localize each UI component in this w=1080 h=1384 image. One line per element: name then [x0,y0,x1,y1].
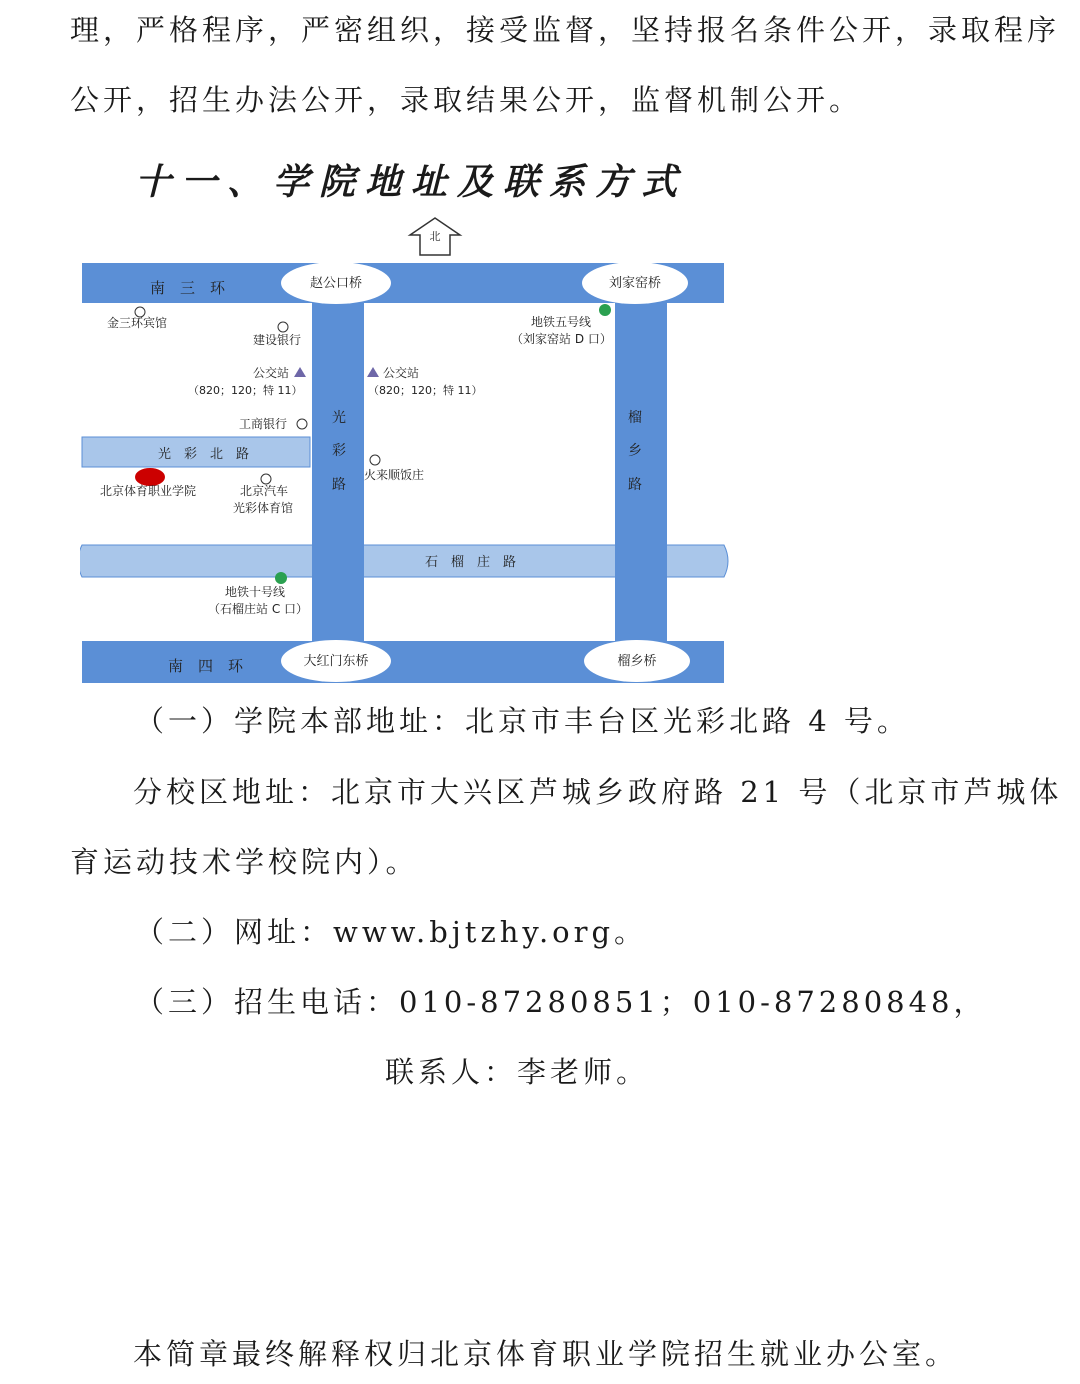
svg-text:乡: 乡 [628,443,642,459]
svg-text:公交站: 公交站 [253,366,290,380]
marker-ccb [278,322,288,332]
label-guangcai-north: 光 彩 北 路 [158,447,250,462]
svg-text:北京汽车: 北京汽车 [240,484,289,498]
north-arrow-icon [410,218,460,255]
road-guangcai [312,285,364,665]
svg-text:北京体育职业学院: 北京体育职业学院 [100,484,197,498]
footer-note: 本简章最终解释权归北京体育职业学院招生就业办公室。 [133,1337,959,1371]
section-heading: 十一、学院地址及联系方式 [135,162,688,203]
svg-text:金三环宾馆: 金三环宾馆 [107,316,168,330]
svg-text:地铁五号线: 地铁五号线 [531,315,592,329]
svg-text:刘家窑桥: 刘家窑桥 [608,276,662,291]
svg-text:赵公口桥: 赵公口桥 [309,276,363,291]
svg-text:（石榴庄站 C 口）: （石榴庄站 C 口） [208,602,309,616]
marker-auto [261,474,271,484]
bus-stop-left-icon [294,367,306,377]
svg-text:彩: 彩 [332,443,346,459]
svg-text:光彩体育馆: 光彩体育馆 [233,501,294,515]
campus-map [80,215,730,690]
marker-huolaishun [370,455,380,465]
north-label: 北 [429,230,441,243]
label-shiliuzhuang: 石 榴 庄 路 [425,555,517,570]
road-liuxiang [615,285,667,665]
phone: （三）招生电话：010-87280851；010-87280848， [135,985,987,1019]
branch-address-2: 育运动技术学校院内）。 [70,845,419,879]
label-south-third-ring: 南 三 环 [150,279,226,297]
website: （二）网址：www.bjtzhy.org。 [135,915,648,949]
intro-line-2: 公开，招生办法公开，录取结果公开，监督机制公开。 [70,83,863,117]
svg-text:榴乡桥: 榴乡桥 [617,654,657,669]
svg-text:（820；120；特 11）: （820；120；特 11） [368,384,483,397]
hq-address: （一）学院本部地址：北京市丰台区光彩北路 4 号。 [135,704,910,738]
svg-text:光: 光 [332,410,346,426]
svg-text:（刘家窑站 D 口）: （刘家窑站 D 口） [511,332,612,346]
metro10-icon [275,572,287,584]
svg-text:路: 路 [332,477,346,493]
label-south-fourth-ring: 南 四 环 [168,657,244,675]
svg-text:公交站: 公交站 [383,366,420,380]
marker-icbc [297,419,307,429]
contact-person: 联系人：李老师。 [385,1055,650,1089]
intro-line-1: 理，严格程序，严密组织，接受监督，坚持报名条件公开，录取程序 [70,13,1061,47]
svg-text:工商银行: 工商银行 [239,417,288,431]
branch-address-1: 分校区地址：北京市大兴区芦城乡政府路 21 号（北京市芦城体 [133,775,1063,809]
svg-text:火来顺饭庄: 火来顺饭庄 [364,468,425,482]
svg-text:路: 路 [628,477,642,493]
svg-text:建设银行: 建设银行 [253,333,302,347]
svg-text:（820；120；特 11）: （820；120；特 11） [188,384,303,397]
bus-stop-right-icon [367,367,379,377]
svg-text:地铁十号线: 地铁十号线 [225,585,286,599]
svg-text:榴: 榴 [628,410,642,426]
svg-text:大红门东桥: 大红门东桥 [303,654,369,669]
metro5-icon [599,304,611,316]
